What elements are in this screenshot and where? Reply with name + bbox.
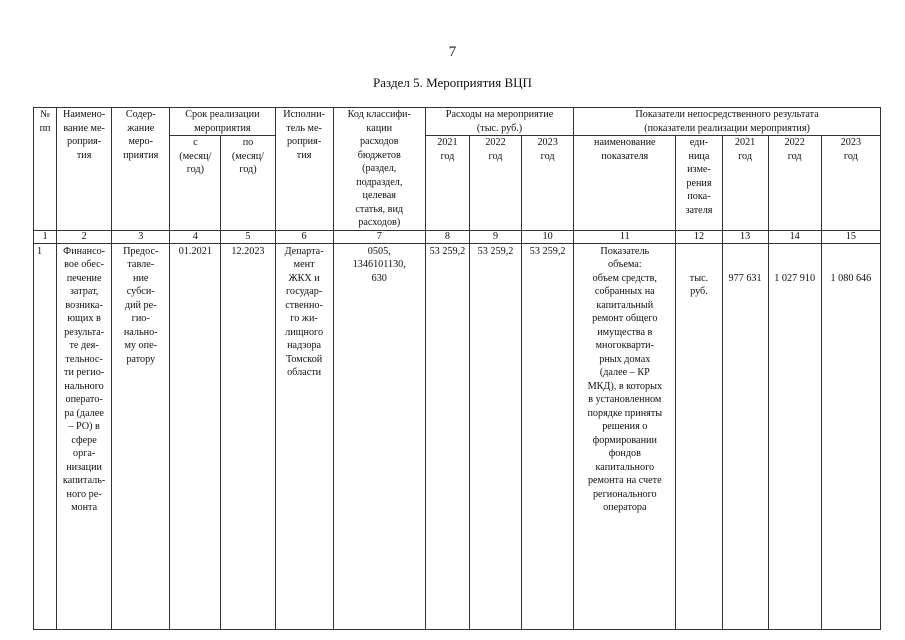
page-number: 7: [448, 44, 457, 60]
header-term-from: с (месяц/ год): [170, 136, 221, 231]
row-exp-2022: 53 259,2: [469, 243, 521, 629]
header-exp-2023: 2023 год: [522, 136, 574, 177]
column-number: 1: [34, 230, 57, 243]
header-term: Срок реализации мероприятия: [170, 108, 275, 136]
row-num: 1: [34, 243, 57, 629]
column-number-row: [34, 230, 881, 243]
header-row-1: [34, 108, 881, 136]
header-indicator-unit: еди- ница изме- рения пока- зателя: [676, 136, 722, 231]
column-number: 7: [333, 230, 425, 243]
column-number: 9: [469, 230, 521, 243]
column-number: 6: [275, 230, 333, 243]
row-unit: тыс. руб.: [676, 243, 722, 629]
header-exp-2021: 2021 год: [425, 136, 469, 177]
header-name: Наимено- вание ме- роприя- тия: [57, 108, 112, 231]
header-indicator-name: наименование показателя: [574, 136, 676, 177]
column-number: 3: [112, 230, 170, 243]
row-exp-2021: 53 259,2: [425, 243, 469, 629]
column-number: 11: [574, 230, 676, 243]
column-number: 10: [522, 230, 574, 243]
column-number: 5: [221, 230, 275, 243]
column-number: 4: [170, 230, 221, 243]
header-indicators: Показатели непосредственного результата (показатели реализации мероприятия): [574, 108, 881, 136]
row-ind-2023: 1 080 646: [821, 243, 880, 629]
header-exp-2022: 2022 год: [469, 136, 521, 177]
header-content: Содер- жание меро- приятия: [112, 108, 170, 231]
row-term-to: 12.2023: [221, 243, 275, 629]
row-name: Финансо- вое обес- печение затрат, возника- ющих в результа- те дея- тельнос- ти регио- нального операто- ра (далее – РО) в сфере орга- низации капиталь- ного ре- монта: [57, 243, 112, 629]
activities-table: [33, 107, 881, 630]
column-number: 14: [768, 230, 821, 243]
header-term-to: по (месяц/ год): [221, 136, 275, 231]
row-code: 0505, 1346101130, 630: [333, 243, 425, 629]
row-ind-2021: 977 631: [722, 243, 768, 629]
row-content: Предос- тавле- ние субси- дий ре- гио- нально- му опе- ратору: [112, 243, 170, 629]
header-executor: Исполни- тель ме- роприя- тия: [275, 108, 333, 231]
column-number: 13: [722, 230, 768, 243]
row-exp-2023: 53 259,2: [522, 243, 574, 629]
header-num: № пп: [34, 108, 57, 231]
row-ind-2022: 1 027 910: [768, 243, 821, 629]
column-number: 2: [57, 230, 112, 243]
column-number: 15: [821, 230, 880, 243]
section-title: Раздел 5. Мероприятия ВЦП: [373, 75, 532, 90]
row-executor: Департа- мент ЖКХ и государ- ственно- го жи- лищного надзора Томской области: [275, 243, 333, 629]
column-number: 12: [676, 230, 722, 243]
header-indicator-2023: 2023 год: [821, 136, 880, 177]
header-indicator-2021: 2021 год: [722, 136, 768, 177]
column-number: 8: [425, 230, 469, 243]
header-indicator-2022: 2022 год: [768, 136, 821, 177]
row-term-from: 01.2021: [170, 243, 221, 629]
header-expenses: Расходы на мероприятие (тыс. руб.): [425, 108, 573, 136]
header-code: Код классифи- кации расходов бюджетов (раздел, подраздел, целевая статья, вид расходов): [333, 108, 425, 231]
row-indicator: Показатель объема: объем средств, собранных на капитальный ремонт общего имущества в многокварти- рных домах (далее – КР МКД), в которых в установленном порядке приняты решения о формировании фондов капитального ремонта на счете регионального оператора: [574, 243, 676, 629]
table-row: [34, 243, 881, 629]
